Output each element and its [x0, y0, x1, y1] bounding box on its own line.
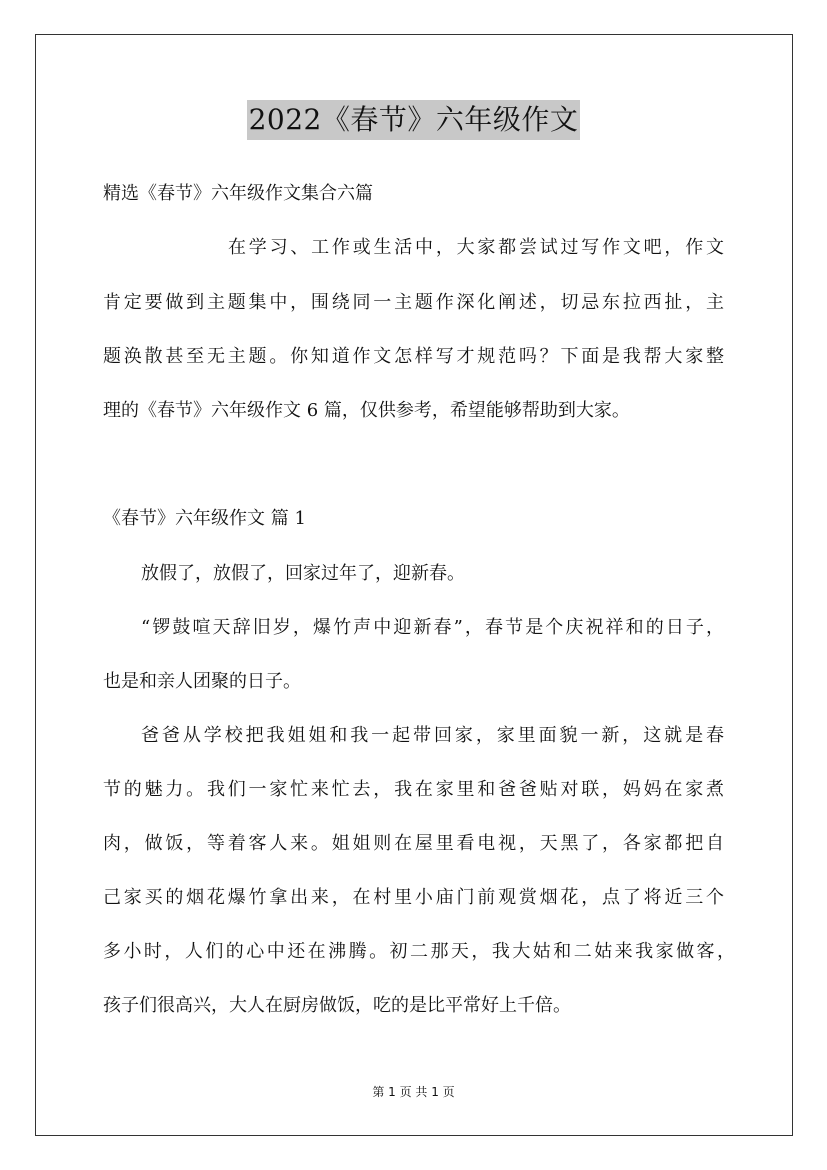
- essay-line-4: 爸爸从学校把我姐姐和我一起带回家，家里面貌一新，这就是春: [141, 725, 724, 746]
- essay-line-2: “锣鼓喧天辞旧岁，爆竹声中迎新春”，春节是个庆祝祥和的日子，: [141, 617, 724, 638]
- essay-line-6: 肉，做饭，等着客人来。姐姐则在屋里看电视，天黑了，各家都把自: [103, 833, 724, 854]
- essay-line-7: 己家买的烟花爆竹拿出来，在村里小庙门前观赏烟花，点了将近三个: [103, 887, 724, 908]
- essay-line-5: 节的魅力。我们一家忙来忙去，我在家里和爸爸贴对联，妈妈在家煮: [103, 779, 724, 800]
- intro-line-3: 题涣散甚至无主题。你知道作文怎样写才规范吗？下面是我帮大家整: [103, 346, 724, 367]
- essay-line-9: 孩子们很高兴，大人在厨房做饭，吃的是比平常好上千倍。: [103, 995, 571, 1016]
- title-container: [0, 100, 827, 140]
- page-footer: 第 1 页 共 1 页: [372, 1085, 455, 1099]
- intro-line-2: 肯定要做到主题集中，围绕同一主题作深化阐述，切忌东拉西扯，主: [103, 292, 724, 313]
- essay-line-1: 放假了，放假了，回家过年了，迎新春。: [141, 563, 465, 584]
- document-title: 2022《春节》六年级作文: [247, 100, 581, 140]
- section-heading: 《春节》六年级作文 篇 1: [103, 508, 306, 529]
- essay-line-8: 多小时，人们的心中还在沸腾。初二那天，我大姑和二姑来我家做客，: [103, 941, 735, 962]
- subtitle: 精选《春节》六年级作文集合六篇: [103, 183, 373, 204]
- intro-line-1: 在学习、工作或生活中，大家都尝试过写作文吧，作文: [228, 237, 724, 258]
- essay-line-3: 也是和亲人团聚的日子。: [103, 671, 301, 692]
- intro-line-4: 理的《春节》六年级作文 6 篇，仅供参考，希望能够帮助到大家。: [103, 400, 630, 421]
